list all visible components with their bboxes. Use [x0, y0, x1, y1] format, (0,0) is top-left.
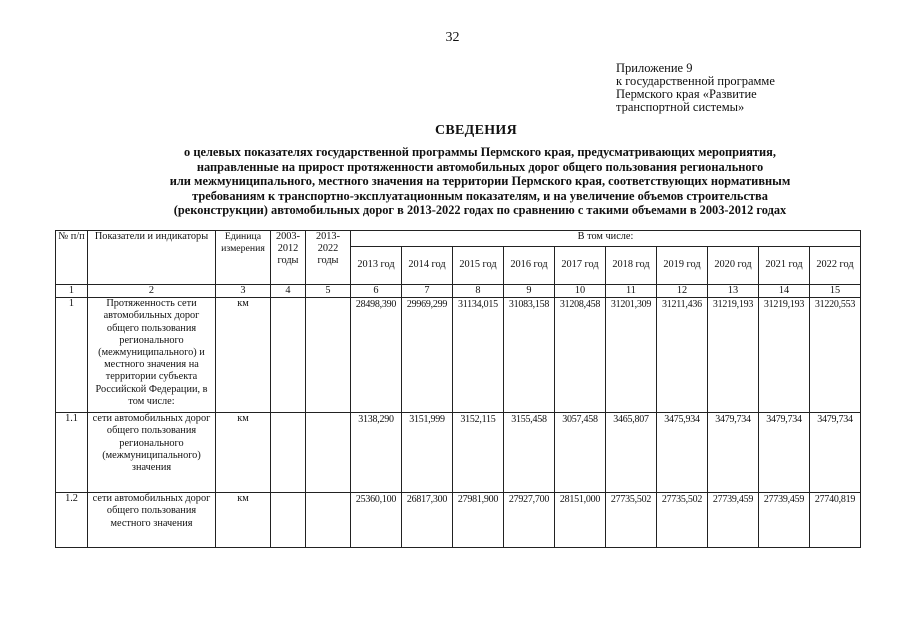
row-period-2003-2012 — [271, 493, 306, 548]
table-row — [56, 493, 861, 548]
header-year: 2020 год — [708, 247, 759, 285]
subtitle-line: или межмуниципального, местного значения на территории Пермского края, соответствующих нормативным — [169, 174, 791, 189]
row-value: 27735,502 — [657, 493, 708, 548]
header-unit: Единица измерения — [216, 231, 271, 285]
row-value: 26817,300 — [402, 493, 453, 548]
column-number: 7 — [402, 285, 453, 298]
row-value: 27739,459 — [708, 493, 759, 548]
column-number: 3 — [216, 285, 271, 298]
row-value: 31208,458 — [555, 298, 606, 413]
table-row — [56, 413, 861, 493]
document-title: СВЕДЕНИЯ — [434, 123, 518, 138]
column-number: 15 — [810, 285, 861, 298]
row-value: 3479,734 — [810, 413, 861, 493]
row-num: 1.1 — [56, 413, 88, 493]
header-year: 2021 год — [759, 247, 810, 285]
header-including: В том числе: — [351, 231, 861, 247]
row-value: 31219,193 — [708, 298, 759, 413]
row-period-2003-2012 — [271, 413, 306, 493]
row-value: 31220,553 — [810, 298, 861, 413]
row-value: 25360,100 — [351, 493, 402, 548]
row-value: 28498,390 — [351, 298, 402, 413]
appendix-block — [616, 62, 775, 114]
row-value: 3057,458 — [555, 413, 606, 493]
header-year: 2014 год — [402, 247, 453, 285]
header-year: 2016 год — [504, 247, 555, 285]
appendix-line: Приложение 9 — [616, 61, 693, 75]
column-number: 11 — [606, 285, 657, 298]
row-num: 1 — [56, 298, 88, 413]
subtitle-line: требованиям к транспортно-эксплуатационным показателям, и на увеличение объемов строительства — [192, 188, 768, 203]
row-value: 27735,502 — [606, 493, 657, 548]
column-number: 5 — [306, 285, 351, 298]
appendix-line: Пермского края «Развитие — [616, 87, 757, 101]
row-value: 27740,819 — [810, 493, 861, 548]
header-period-2003-2012: 2003- 2012 годы — [271, 231, 306, 285]
row-unit: км — [216, 493, 271, 548]
column-number: 14 — [759, 285, 810, 298]
column-number: 1 — [56, 285, 88, 298]
appendix-line: к государственной программе — [616, 74, 775, 88]
row-value: 3479,734 — [759, 413, 810, 493]
row-value: 27739,459 — [759, 493, 810, 548]
header-year: 2019 год — [657, 247, 708, 285]
header-year: 2013 год — [351, 247, 402, 285]
row-value: 3151,999 — [402, 413, 453, 493]
subtitle-line: (реконструкции) автомобильных дорог в 2013-2022 годах по сравнению с такими объемами в 2003-2012 годах — [173, 203, 787, 218]
row-value: 27927,700 — [504, 493, 555, 548]
subtitle-line: о целевых показателях государственной программы Пермского края, предусматривающих мероприятия, — [184, 145, 776, 159]
row-period-2003-2012 — [271, 298, 306, 413]
row-value: 3479,734 — [708, 413, 759, 493]
header-year: 2017 год — [555, 247, 606, 285]
row-indicator: сети автомобильных дорог общего пользования местного значения — [88, 493, 216, 548]
row-indicator: сети автомобильных дорог общего пользования регионального (межмуниципального) значения — [88, 413, 216, 493]
row-indicator: Протяженность сети автомобильных дорог общего пользования регионального (межмуниципального) и местного значения на территории субъекта Российской Федерации, в том числе: — [88, 298, 216, 413]
page-number: 32 — [445, 30, 460, 45]
indicators-table — [55, 230, 861, 548]
column-number: 10 — [555, 285, 606, 298]
row-value: 3138,290 — [351, 413, 402, 493]
header-year: 2018 год — [606, 247, 657, 285]
row-value: 31201,309 — [606, 298, 657, 413]
row-unit: км — [216, 413, 271, 493]
row-value: 31211,436 — [657, 298, 708, 413]
row-value: 31219,193 — [759, 298, 810, 413]
row-value: 3475,934 — [657, 413, 708, 493]
row-value: 3152,115 — [453, 413, 504, 493]
column-number: 4 — [271, 285, 306, 298]
row-value: 29969,299 — [402, 298, 453, 413]
row-period-2013-2022 — [306, 298, 351, 413]
row-value: 28151,000 — [555, 493, 606, 548]
column-number: 6 — [351, 285, 402, 298]
header-year: 2015 год — [453, 247, 504, 285]
row-period-2013-2022 — [306, 413, 351, 493]
row-value: 27981,900 — [453, 493, 504, 548]
header-period-2013-2022: 2013- 2022 годы — [306, 231, 351, 285]
column-number: 12 — [657, 285, 708, 298]
table-row — [56, 298, 861, 413]
document-subtitle — [60, 145, 900, 218]
appendix-line: транспортной системы» — [616, 100, 745, 114]
row-unit: км — [216, 298, 271, 413]
row-value: 31134,015 — [453, 298, 504, 413]
header-num: № п/п — [56, 231, 88, 285]
row-num: 1.2 — [56, 493, 88, 548]
header-indicator: Показатели и индикаторы — [88, 231, 216, 285]
row-value: 3155,458 — [504, 413, 555, 493]
column-number: 9 — [504, 285, 555, 298]
row-value: 31083,158 — [504, 298, 555, 413]
column-number: 8 — [453, 285, 504, 298]
row-period-2013-2022 — [306, 493, 351, 548]
column-number: 13 — [708, 285, 759, 298]
column-number: 2 — [88, 285, 216, 298]
header-year: 2022 год — [810, 247, 861, 285]
subtitle-line: направленные на прирост протяженности автомобильных дорог общего пользования регионального — [196, 159, 764, 174]
row-value: 3465,807 — [606, 413, 657, 493]
